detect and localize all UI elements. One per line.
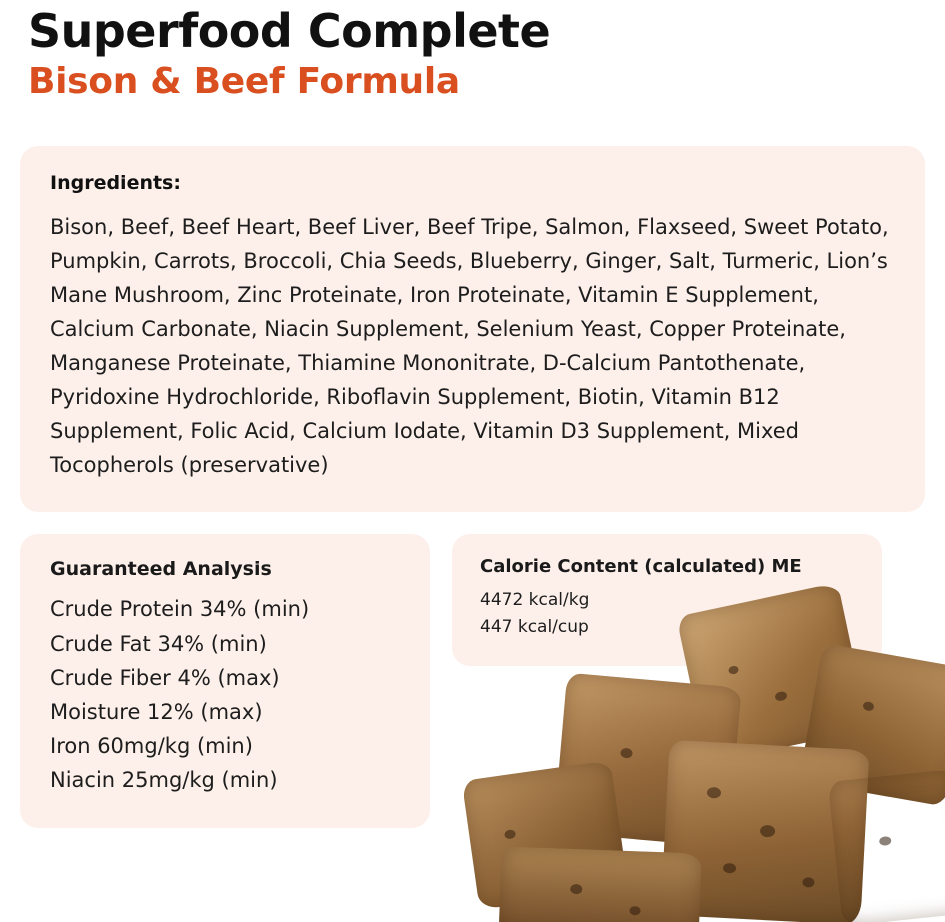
- ingredients-heading: Ingredients:: [50, 172, 181, 195]
- list-item: Crude Fat 34% (min): [50, 631, 267, 656]
- guaranteed-analysis-heading: Guaranteed Analysis: [50, 558, 272, 581]
- page-title: Superfood Complete: [28, 4, 551, 58]
- calorie-content-list: [480, 587, 854, 640]
- title-block: [20, 0, 925, 104]
- guaranteed-analysis-card: [20, 534, 430, 827]
- list-item: 447 kcal/cup: [480, 616, 589, 637]
- list-item: Moisture 12% (max): [50, 699, 263, 724]
- calorie-content-card: [452, 534, 882, 666]
- lower-section: [20, 534, 925, 827]
- guaranteed-analysis-list: [50, 592, 400, 797]
- list-item: Iron 60mg/kg (min): [50, 734, 253, 759]
- right-column: [452, 534, 925, 666]
- ingredients-card: [20, 146, 925, 512]
- list-item: Niacin 25mg/kg (min): [50, 768, 278, 793]
- calorie-content-heading: Calorie Content (calculated) ME: [480, 556, 802, 578]
- list-item: Crude Protein 34% (min): [50, 597, 310, 622]
- page-subtitle: Bison & Beef Formula: [28, 61, 460, 103]
- ingredients-text: Bison, Beef, Beef Heart, Beef Liver, Beef Tripe, Salmon, Flaxseed, Sweet Potato, Pumpkin, Carrots, Broccoli, Chia Seeds, Blueberry, Ginger, Salt, Turmeric, Lion’s Mane Mushroom, Zinc Proteinate, Iron Proteinate, Vitamin E Supplement, Calcium Carbonate, Niacin Supplement, Selenium Yeast, Copper Proteinate, Manganese Proteinate, Thiamine Mononitrate, D-Calcium Pantothenate, Pyridoxine Hydrochloride, Riboflavin Supplement, Biotin, Vitamin B12 Supplement, Folic Acid, Calcium Iodate, Vitamin D3 Supplement, Mixed Tocopherols (preservative): [50, 215, 889, 478]
- kibble-chunk: [498, 847, 701, 922]
- list-item: Crude Fiber 4% (max): [50, 665, 280, 690]
- list-item: 4472 kcal/kg: [480, 590, 590, 611]
